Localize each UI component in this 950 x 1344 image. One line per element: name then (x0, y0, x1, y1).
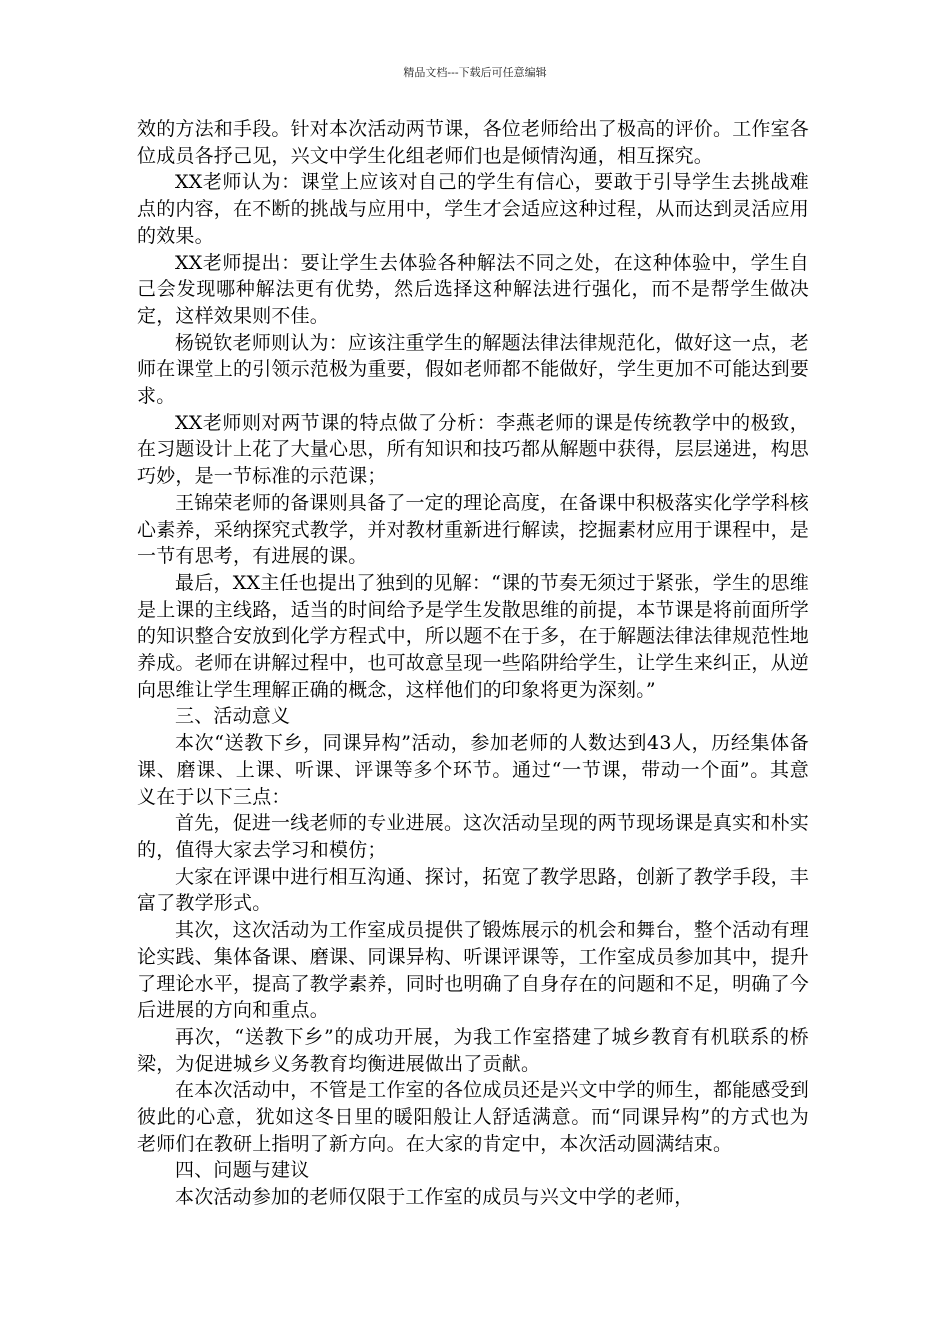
paragraph-12: 再次，“送教下乡”的成功开展，为我工作室搭建了城乡教育有机联系的桥梁，为促进城乡义务教育均衡进展做出了贡献。 (137, 1025, 809, 1075)
paragraph-2: XX老师认为：课堂上应该对自己的学生有信心，要敢于引导学生去挑战难点的内容，在不断的挑战与应用中，学生才会适应这种过程，从而达到灵活应用的效果。 (137, 171, 810, 247)
paragraph-11: 其次，这次活动为工作室成员提供了锻炼展示的机会和舞台，整个活动有理论实践、集体备课、磨课、同课异构、听课评课等，工作室成员参加其中，提升了理论水平，提高了教学素养，同时也明确了自身存在的问题和不足，明确了今后进展的方向和重点。 (137, 919, 810, 1022)
section-heading-4: 四、问题与建议 (175, 1159, 310, 1182)
paragraph-13: 在本次活动中，不管是工作室的各位成员还是兴文中学的师生，都能感受到彼此的心意，犹如这冬日里的暖阳般让人舒适满意。而“同课异构”的方式也为老师们在教研上指明了新方向。在大家的肯定中，本次活动圆满结束。 (137, 1079, 809, 1155)
section-heading-3: 三、活动意义 (175, 705, 291, 728)
paragraph-6: 王锦荣老师的备课则具备了一定的理论高度，在备课中积极落实化学学科核心素养，采纳探究式教学，并对教材重新进行解读，挖掘素材应用于课程中，是一节有思考，有进展的课。 (137, 491, 810, 568)
paragraph-8: 本次“送教下乡，同课异构”活动，参加老师的人数达到43人，历经集体备课、磨课、上课、听课、评课等多个环节。通过“一节课，带动一个面”。其意义在于以下三点： (137, 732, 809, 808)
paragraph-1: 效的方法和手段。针对本次活动两节课，各位老师给出了极高的评价。工作室各位成员各抒己见，兴文中学生化组老师们也是倾情沟通，相互探究。 (137, 118, 810, 167)
paragraph-5: XX老师则对两节课的特点做了分析：李燕老师的课是传统教学中的极致，在习题设计上花了大量心思，所有知识和技巧都从解题中获得，层层递进，构思巧妙，是一节标准的示范课； (137, 411, 810, 488)
paragraph-10: 大家在评课中进行相互沟通、探讨，拓宽了教学思路，创新了教学手段，丰富了教学形式。 (137, 865, 809, 915)
paragraph-4: 杨锐钦老师则认为：应该注重学生的解题法律法律规范化，做好这一点，老师在课堂上的引领示范极为重要，假如老师都不能做好，学生更加不可能达到要求。 (137, 331, 810, 408)
document-body (137, 116, 809, 1211)
paragraph-7: 最后，XX主任也提出了独到的见解：“课的节奏无须过于紧张，学生的思维是上课的主线路，适当的时间给予是学生发散思维的前提，本节课是将前面所学的知识整合安放到化学方程式中，所以题不在于多，在于解题法律法律规范性地养成。老师在讲解过程中，也可故意呈现一些陷阱给学生，让学生来纠正，从逆向思维让学生理解正确的概念，这样他们的印象将更为深刻。” (137, 571, 810, 701)
paragraph-3: XX老师提出：要让学生去体验各种解法不同之处，在这种体验中，学生自己会发现哪种解法更有优势，然后选择这种解法进行强化，而不是帮学生做决定，这样效果则不佳。 (137, 251, 809, 327)
paragraph-9: 首先，促进一线老师的专业进展。这次活动呈现的两节现场课是真实和朴实的，值得大家去学习和模仿； (137, 812, 809, 861)
paragraph-14: 本次活动参加的老师仅限于工作室的成员与兴文中学的老师， (175, 1186, 694, 1209)
page-header: 精品文档---下载后可任意编辑 (403, 66, 547, 79)
